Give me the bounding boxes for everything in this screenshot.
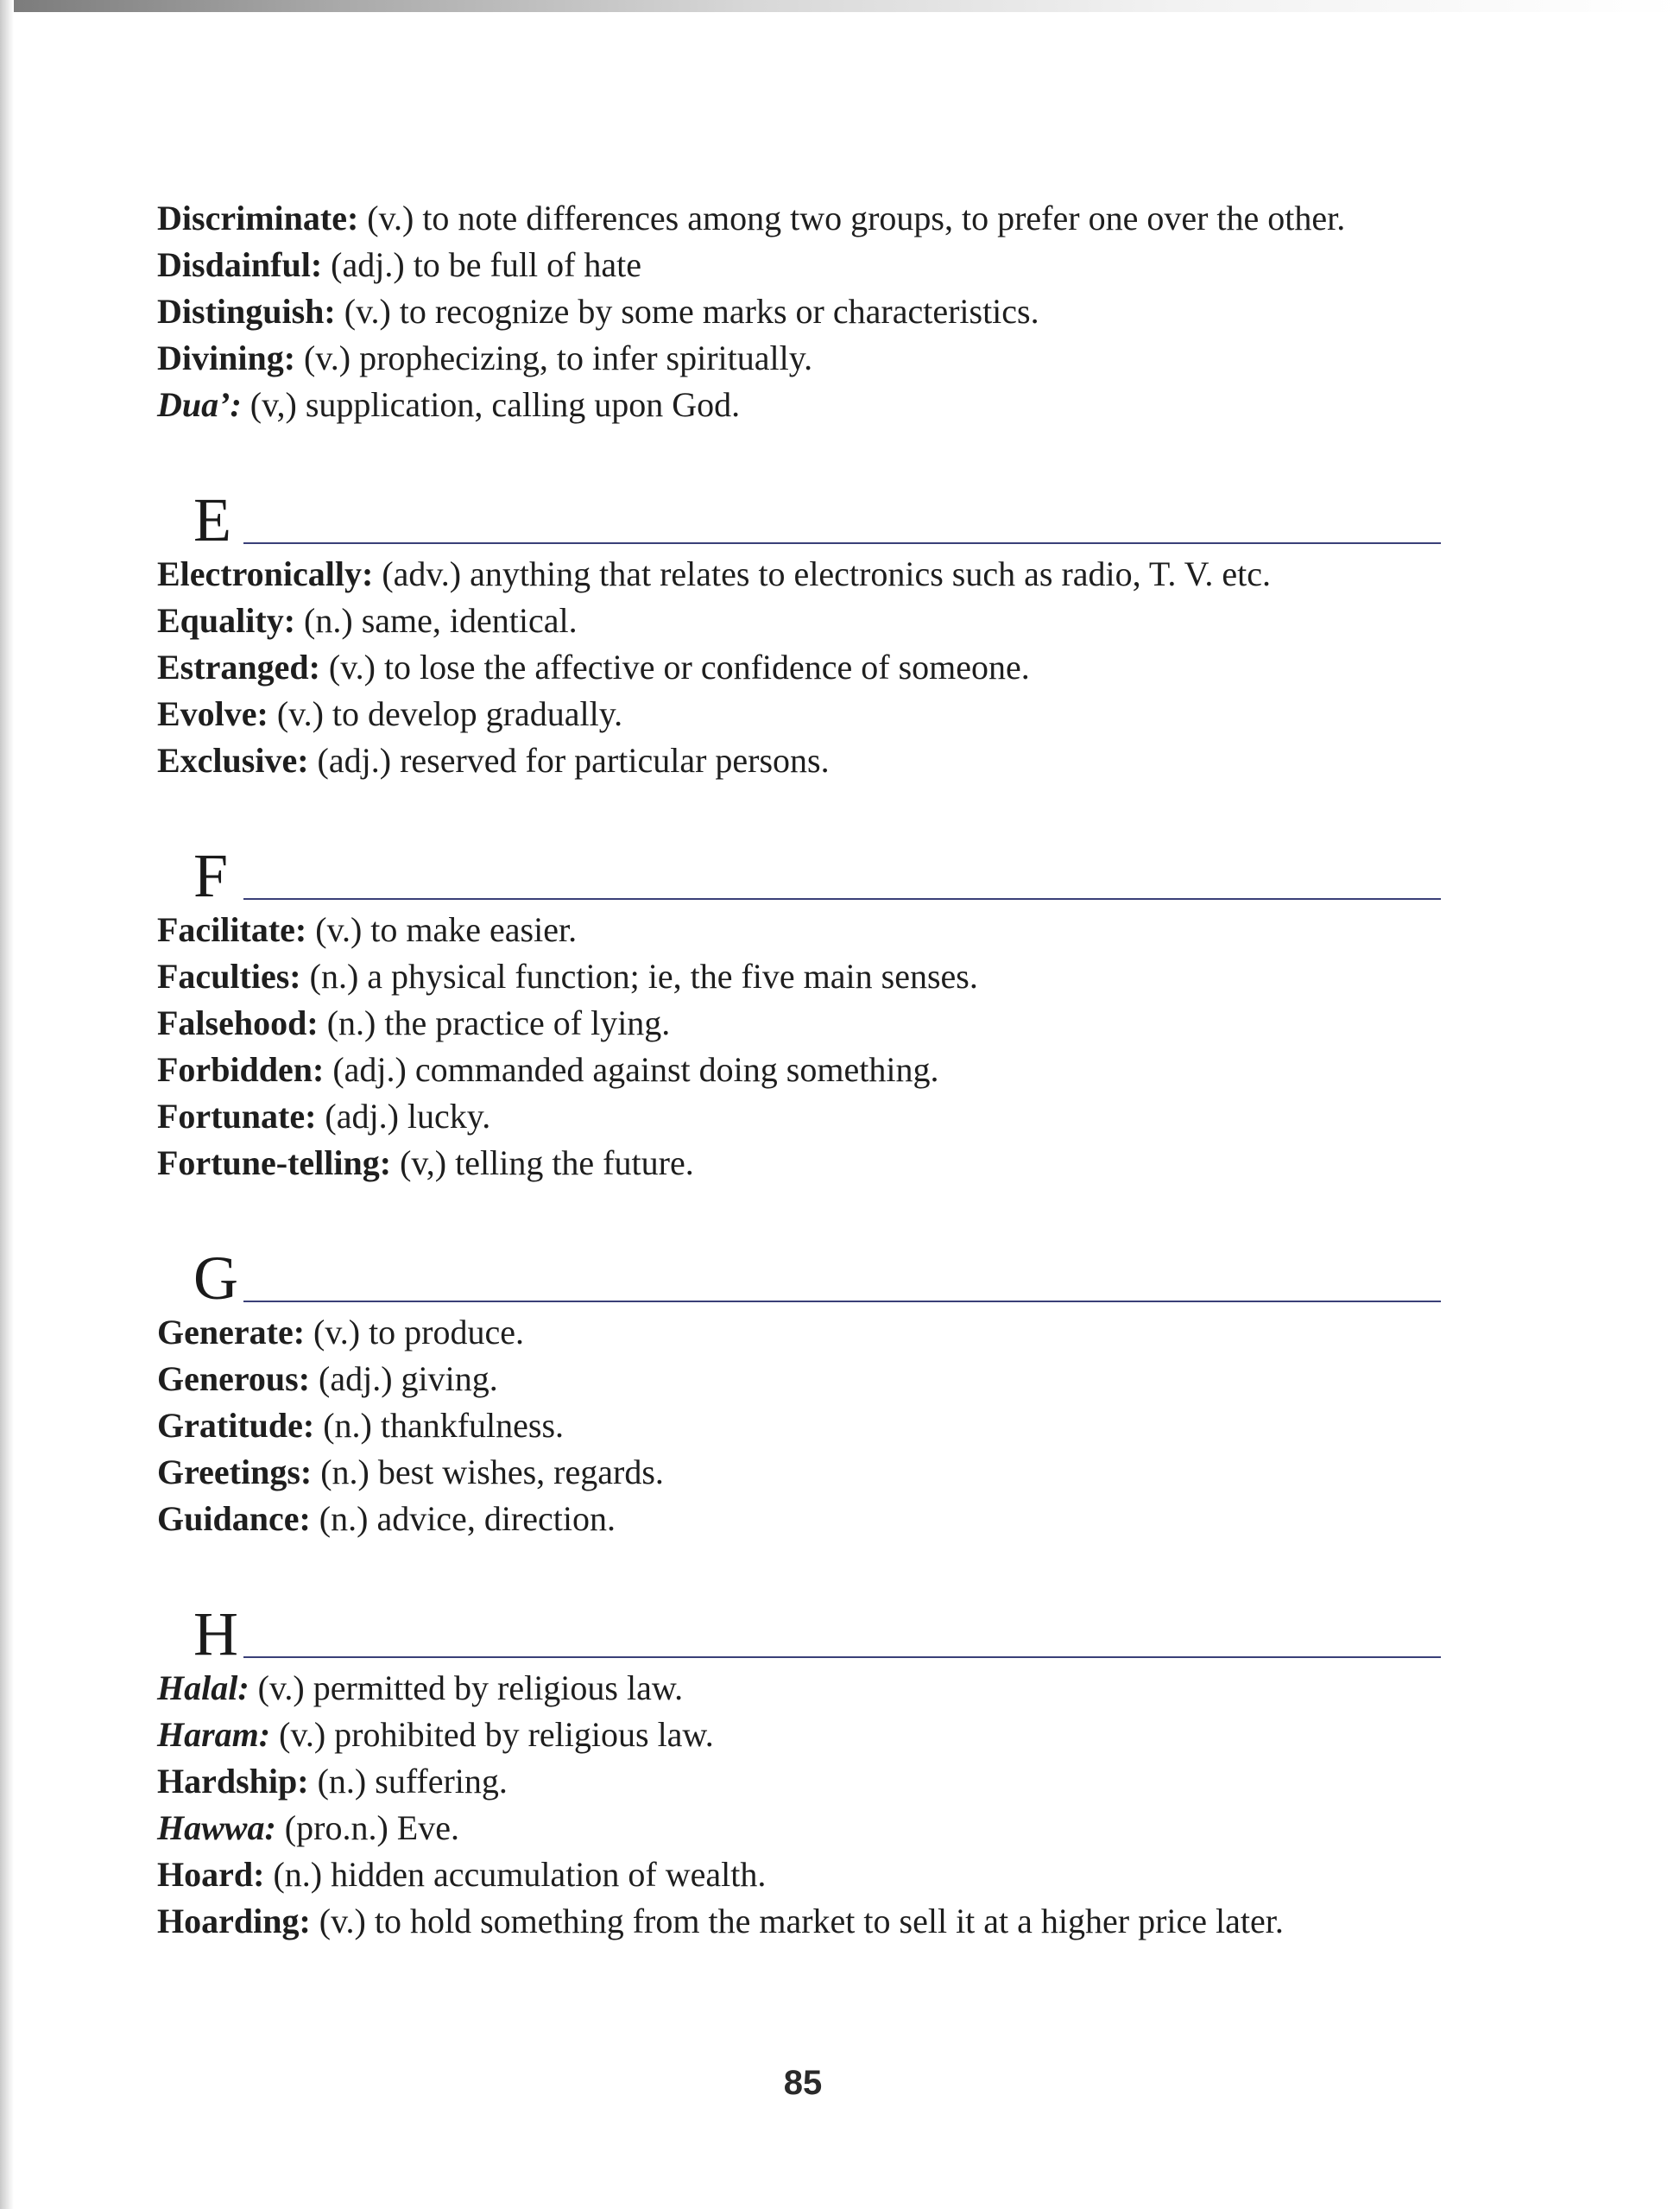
section-letter: F [193,841,229,910]
entry-term: Disdainful: [157,245,323,284]
glossary-entry [157,1093,1452,1140]
entry-term: Haram: [157,1715,271,1754]
glossary-entry [157,551,1452,598]
glossary-entry [157,907,1452,953]
entry-term: Dua’: [157,385,242,424]
glossary-entry [157,1758,1452,1805]
section-e [157,478,1452,784]
entry-part-of-speech: (n.) [304,601,353,640]
glossary-entry [157,195,1452,242]
entry-term: Greetings: [157,1453,313,1491]
entry-part-of-speech: (adj.) [332,1050,407,1089]
entry-term: Evolve: [157,694,268,733]
glossary-entry [157,737,1452,784]
entry-part-of-speech: (n.) [320,1453,369,1491]
entry-part-of-speech: (adj.) [325,1097,399,1136]
section-header [157,478,1452,554]
entry-part-of-speech: (n.) [273,1855,323,1894]
entry-term: Discriminate: [157,199,359,237]
section-h [157,1592,1452,1945]
glossary-entry [157,644,1452,691]
glossary-content [157,195,1452,1945]
entry-part-of-speech: (n.) [323,1406,372,1445]
entry-definition: to be full of hate [413,245,642,284]
entry-term: Hardship: [157,1762,309,1801]
glossary-entry [157,1496,1452,1542]
entry-term: Falsehood: [157,1003,319,1042]
entry-definition: to recognize by some marks or characteristics. [399,292,1039,331]
entry-part-of-speech: (v.) [344,292,391,331]
page-number: 85 [783,2064,823,2102]
entry-part-of-speech: (v,) [249,385,297,424]
section-letter: G [193,1244,238,1313]
entry-part-of-speech: (pro.n.) [284,1808,388,1847]
entry-term: Divining: [157,339,296,377]
glossary-entry [157,1851,1452,1898]
glossary-entry [157,1047,1452,1093]
section-g [157,1237,1452,1542]
glossary-entry [157,288,1452,335]
entry-part-of-speech: (adj.) [331,245,405,284]
entry-part-of-speech: (v.) [313,1313,361,1351]
glossary-entry [157,1140,1452,1187]
entry-definition: to produce. [369,1313,525,1351]
entry-part-of-speech: (v,) [400,1143,447,1182]
entry-term: Facilitate: [157,910,307,949]
glossary-entry [157,1309,1452,1356]
section-header [157,834,1452,910]
entry-part-of-speech: (v.) [328,648,376,687]
entry-term: Hoard: [157,1855,265,1894]
entry-term: Fortunate: [157,1097,317,1136]
glossary-entry [157,1449,1452,1496]
entry-definition: the practice of lying. [384,1003,671,1042]
section-letter: H [193,1599,238,1668]
entry-term: Generous: [157,1359,311,1398]
entry-part-of-speech: (n.) [319,1499,369,1538]
entry-term: Equality: [157,601,296,640]
glossary-entry [157,1665,1452,1712]
entry-term: Estranged: [157,648,320,687]
glossary-entry [157,953,1452,1000]
entry-term: Halal: [157,1668,249,1707]
entry-definition: Eve. [396,1808,459,1847]
glossary-entry [157,1402,1452,1449]
glossary-entry [157,1356,1452,1402]
entry-definition: a physical function; ie, the five main senses. [367,957,978,996]
entry-definition: anything that relates to electronics such as radio, T. V. etc. [470,554,1271,593]
entry-definition: prohibited by religious law. [334,1715,714,1754]
entry-term: Hoarding: [157,1902,311,1940]
entry-definition: to develop gradually. [332,694,623,733]
entry-term: Generate: [157,1313,306,1351]
glossary-entry [157,1898,1452,1945]
section-rule [243,898,1441,900]
scan-shadow-left [0,0,14,2209]
section-rule [243,542,1441,544]
entry-definition: reserved for particular persons. [400,741,830,780]
glossary-entry [157,242,1452,288]
glossary-entry [157,1805,1452,1851]
entry-definition: giving. [401,1359,498,1398]
section-header [157,1592,1452,1668]
entry-definition: lucky. [407,1097,491,1136]
entry-part-of-speech: (v.) [279,1715,326,1754]
section-d [157,195,1452,428]
entry-definition: telling the future. [455,1143,694,1182]
entry-term: Faculties: [157,957,301,996]
section-rule [243,1301,1441,1302]
entry-definition: to hold something from the market to sell it at a higher price later. [374,1902,1284,1940]
glossary-entry [157,598,1452,644]
entry-term: Gratitude: [157,1406,315,1445]
scan-shadow-top [0,0,1680,12]
entry-term: Electronically: [157,554,374,593]
entry-part-of-speech: (v.) [304,339,351,377]
entry-part-of-speech: (v.) [315,910,363,949]
entry-definition: to make easier. [370,910,578,949]
entry-definition: to lose the affective or confidence of someone. [383,648,1030,687]
entry-term: Guidance: [157,1499,311,1538]
entry-term: Forbidden: [157,1050,325,1089]
entry-term: Exclusive: [157,741,309,780]
glossary-entry [157,691,1452,737]
entry-term: Hawwa: [157,1808,276,1847]
entry-part-of-speech: (adj.) [319,1359,393,1398]
entry-definition: suffering. [375,1762,508,1801]
entry-part-of-speech: (n.) [309,957,359,996]
entry-term: Fortune-telling: [157,1143,392,1182]
section-header [157,1237,1452,1313]
entry-part-of-speech: (v.) [276,694,324,733]
glossary-entry [157,335,1452,382]
glossary-entry [157,382,1452,428]
section-rule [243,1656,1441,1658]
entry-definition: permitted by religious law. [313,1668,684,1707]
entry-part-of-speech: (n.) [317,1762,367,1801]
glossary-entry [157,1712,1452,1758]
entry-part-of-speech: (v.) [319,1902,366,1940]
entry-part-of-speech: (adv.) [382,554,462,593]
entry-definition: to note differences among two groups, to prefer one over the other. [422,199,1346,237]
section-letter: E [193,485,231,554]
entry-definition: same, identical. [361,601,578,640]
entry-definition: commanded against doing something. [414,1050,939,1089]
entry-definition: prophecizing, to infer spiritually. [359,339,813,377]
entry-definition: supplication, calling upon God. [305,385,741,424]
entry-part-of-speech: (adj.) [317,741,392,780]
entry-definition: hidden accumulation of wealth. [331,1855,767,1894]
glossary-entry [157,1000,1452,1047]
section-f [157,834,1452,1187]
entry-part-of-speech: (v.) [367,199,414,237]
entry-definition: thankfulness. [380,1406,565,1445]
entry-part-of-speech: (v.) [257,1668,305,1707]
entry-part-of-speech: (n.) [326,1003,376,1042]
entry-definition: advice, direction. [376,1499,616,1538]
entry-term: Distinguish: [157,292,336,331]
entry-definition: best wishes, regards. [377,1453,664,1491]
